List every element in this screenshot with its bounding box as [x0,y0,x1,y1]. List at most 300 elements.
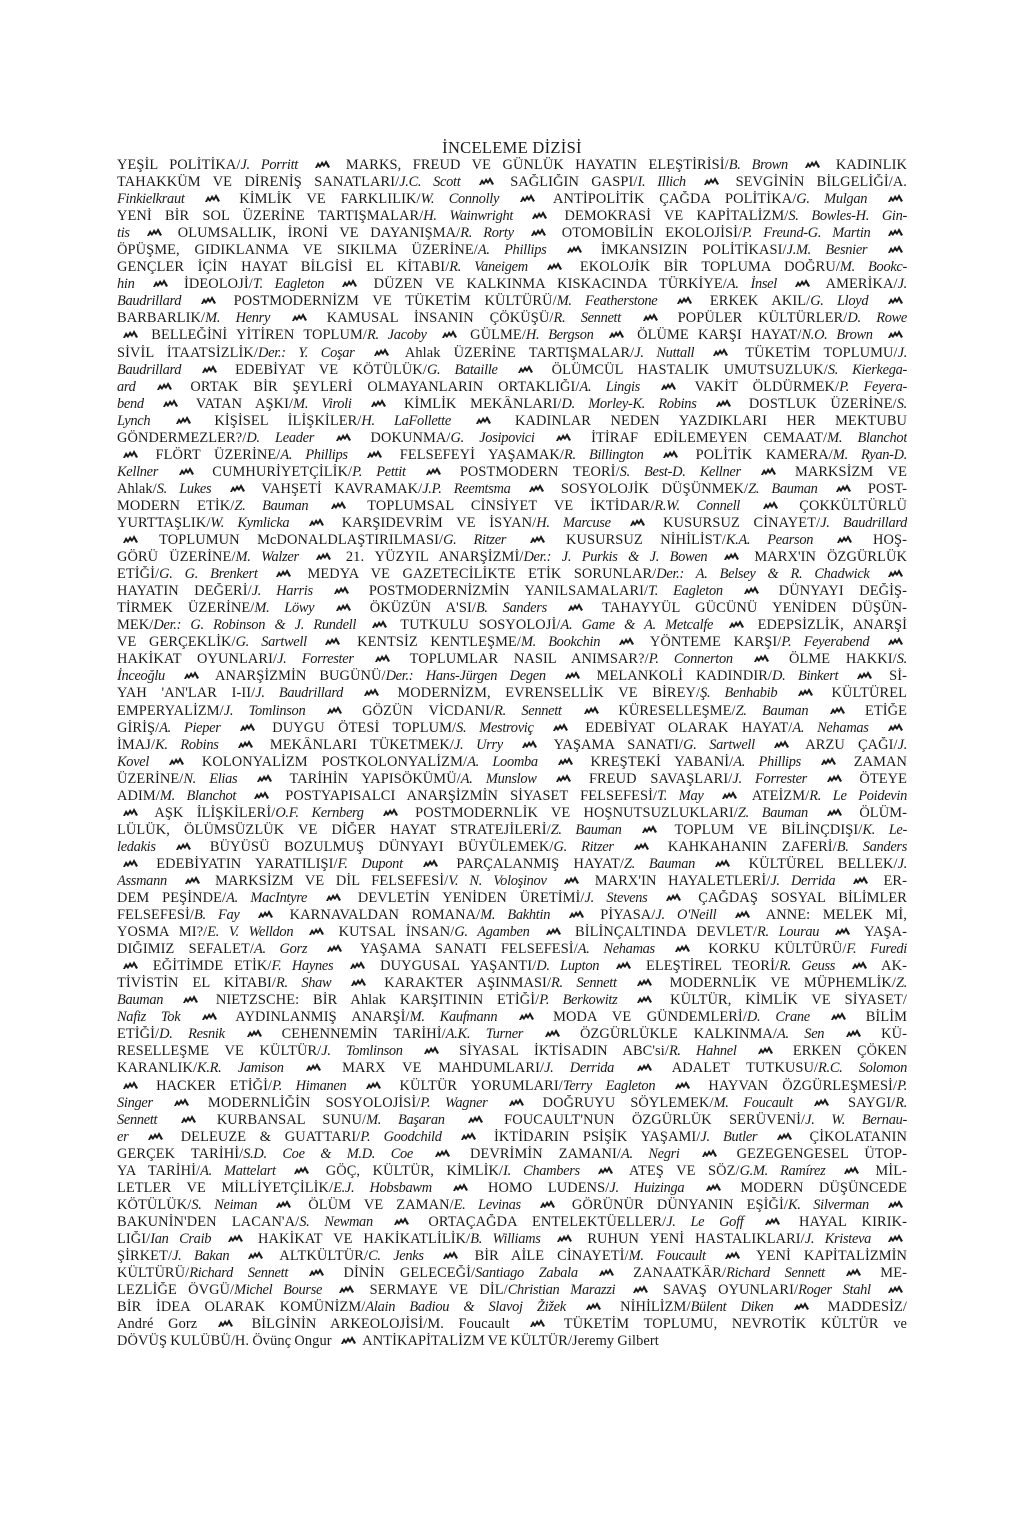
ornament-icon [175,841,192,851]
book-title [723,583,739,599]
ornament-icon [178,466,195,476]
ornament-icon [641,824,658,834]
book-title [755,737,768,753]
book-title [211,1231,222,1247]
author-name: R. Sennett [551,975,617,992]
ornament-icon [836,534,853,544]
author-name: G. G. Brenkert [159,566,258,583]
catalog-line [117,1231,907,1248]
ornament-icon [557,756,574,766]
catalog-line [117,890,907,907]
book-title [541,1231,552,1247]
book-title [305,703,321,719]
author-name: R. Sennett [553,310,621,327]
book-title [442,1129,456,1145]
book-title [153,1095,168,1111]
ornament-icon [721,790,738,800]
ornament-icon [162,398,179,408]
catalog-line [117,549,907,566]
ornament-icon [423,1045,440,1055]
author-name: S. Neiman [191,1196,258,1213]
catalog-line [117,310,907,327]
author-name: R. Le Poidevin [809,787,907,804]
book-title: AYDINLANMIŞ ANARŞİ/ [220,1009,410,1026]
author-name: Z. Bauman [550,821,622,838]
author-name: M. Foucault [628,1248,706,1264]
catalog-line [117,839,907,856]
author-name: J. Bakan [172,1248,230,1264]
book-title: PARÇALANMIŞ HAYAT/ [442,855,624,872]
book-title [523,1026,539,1042]
ornament-icon [314,159,331,169]
book-title: POST- [855,480,907,497]
author-name: M. Blanchot [827,429,907,446]
book-title: ÖLME HAKKI/ [773,651,897,668]
catalog-line [117,788,907,805]
author-name: G. Agamben [454,924,530,941]
book-title: DÜNYAYI DEĞİŞ- [763,583,907,600]
book-title: RESELLEŞME VE KÜLTÜR/ [117,1043,322,1060]
ornament-icon [147,1131,164,1141]
book-title: ÇAĞDAŞ SOSYAL BİLİMLER [685,890,907,907]
book-title [703,788,715,804]
book-title [869,720,882,736]
book-title: KUSURSUZ NİHİLİST/ [548,532,726,549]
ornament-icon [478,176,495,186]
book-title [611,515,625,531]
ornament-icon [674,1080,691,1090]
ornament-icon [753,653,770,663]
book-title: ORTAÇAĞDA ENTELEKTÜELLER/ [413,1213,667,1230]
catalog-line [117,345,907,362]
book-title [514,225,526,241]
book-title [293,924,303,940]
author-name: Alain Badiou & Slavoj Žižek [365,1299,566,1316]
book-title [818,481,831,497]
author-name: F. Dupont [337,855,403,872]
catalog-line [117,1112,907,1129]
book-title [346,1078,360,1094]
author-name: A. Negri [620,1145,680,1162]
book-title [373,1214,388,1230]
book-title [343,685,358,701]
author-name: R. [895,1094,907,1111]
author-name: M. Viroli [293,395,352,412]
book-title [695,856,709,872]
author-name: A. İnsel [726,276,777,293]
book-title: CUMHURİYETÇİLİK/ [197,463,353,480]
author-name: bend [117,395,144,412]
ornament-icon [728,619,745,629]
author-name: M. Löwy [254,600,315,617]
ornament-icon [845,1028,862,1038]
ornament-icon [518,1011,535,1021]
ornament-icon [308,517,325,527]
book-title: DUYGU ÖTESİ TOPLUM/ [258,719,457,736]
book-title: NİHİLİZM/ [605,1299,691,1316]
ornament-icon [629,517,646,527]
ornament-icon [762,500,779,510]
ornament-icon [325,892,342,902]
book-title [289,515,303,531]
book-title: ADIM/ [117,787,160,804]
book-title: HOMO LUDENS/ [472,1179,610,1196]
book-title [229,1248,242,1264]
book-title: GİRİŞ/ [117,719,160,736]
book-title [356,617,366,633]
author-name: K. Robins [155,736,219,753]
ornament-icon [724,1250,741,1260]
book-title [655,1078,669,1094]
author-name: T. May [657,787,704,804]
ornament-icon [826,807,843,817]
catalog-line [117,532,907,549]
ornament-icon [764,1216,781,1226]
book-title [538,754,552,770]
author-name: J. Butler [700,1128,758,1145]
book-title: DEVLETİN YENİDEN ÜRETİMİ/ [345,890,585,907]
author-name: Lynch [117,412,151,429]
author-name: Kellner [117,463,159,480]
book-title [288,1265,303,1281]
book-title [870,566,883,582]
author-name: D. Rowe [847,310,907,327]
book-title: ÖLÜMCÜL HASTALIK UMUTSUZLUK/ [537,361,828,378]
book-title: YURTTAŞLIK/ [117,514,211,531]
book-title [743,1214,758,1230]
book-title [130,225,142,241]
ornament-icon [467,1114,484,1124]
author-name: R.W. Connell [654,497,741,514]
book-title: ZANAATKÂR/ [617,1265,727,1282]
ornament-icon [256,773,273,783]
book-title [324,276,336,292]
author-name: F. Furedi [846,941,907,958]
author-name: G. Ritzer [443,532,507,549]
book-title [580,1163,593,1179]
author-name: M. Henry [205,310,271,327]
catalog-line [117,1095,907,1112]
author-name: G. Sartwell [235,634,307,651]
ornament-icon [676,295,693,305]
ornament-icon [608,329,625,339]
book-title: POSTMODERNİZMİN YANILSAMALARI/ [353,583,649,600]
book-title [869,1197,882,1213]
catalog-line [117,481,907,498]
ornament-icon [665,892,682,902]
ornament-icon [636,977,653,987]
ornament-icon [834,926,851,936]
ornament-icon [519,193,536,203]
book-title [333,958,344,974]
ornament-icon [517,364,534,374]
ornament-icon [371,619,388,629]
catalog-line [117,208,907,225]
book-title [237,771,251,787]
author-name: E. V. Welldon [207,924,294,941]
ornament-icon [122,858,139,868]
ornament-icon [887,722,904,732]
book-title: André Gorz [117,1316,212,1333]
author-name: P. Goodchild [360,1128,442,1145]
book-title [181,293,195,309]
book-title: ETİĞİ/ [117,566,160,583]
author-name: S. Mestroviç [456,719,534,736]
author-name: M. Bookc- [839,259,907,276]
ornament-icon [760,466,777,476]
author-name: J. Baudrillard [820,514,907,531]
author-name: R. Geuss [779,958,836,975]
book-title [276,1163,289,1179]
book-title [364,805,377,821]
book-title: ŞİRKET/ [117,1248,173,1264]
book-title: SAYGI/ [832,1094,896,1111]
author-name: M. Walzer [235,549,299,566]
author-name: H. Bergson [525,327,594,344]
author-name: S. [896,651,907,668]
ornament-icon [887,1233,904,1243]
author-name: Z. Bauman [735,702,809,719]
author-name: ledakis [117,838,156,855]
book-title [298,157,309,173]
book-title: TAHAKKÜM VE DİRENİŞ SANATLARI/ [117,174,400,191]
book-title: LETLER VE MİLLİYETÇİLİK/ [117,1179,334,1196]
ornament-icon [122,534,139,544]
book-title: KÜLTÜR, KİMLİK VE SİYASET/ [656,992,907,1009]
book-title: SİVİL İTAATSİZLİK/ [117,344,259,361]
ornament-icon [642,312,659,322]
ornament-icon [152,278,169,288]
book-title: OLUMSALLIK, İRONİ VE DAYANIŞMA/ [166,225,461,242]
book-title [547,600,562,616]
ornament-icon [180,1114,197,1124]
author-name: Richard Sennett [726,1265,825,1282]
author-name: A. Loomba [467,753,538,770]
author-name: İnceoğlu [117,668,165,685]
book-title [870,225,882,241]
book-title [825,1265,840,1281]
ornament-icon [324,636,341,646]
book-title: HAKİKAT OYUNLARI/ [117,651,278,668]
ornament-icon [308,1267,325,1277]
book-title: HAYVAN ÖZGÜRLEŞMESİ/ [694,1077,898,1094]
catalog-line [117,668,907,685]
book-title: EDEBİYAT OLARAK HAYAT/ [571,719,793,736]
book-title: DOKUNMA/ [354,429,451,446]
author-name: hin [117,276,135,293]
catalog-line [117,259,907,276]
author-name: J. Derrida [544,1060,615,1077]
book-title: ANARŞİZMİN BUGÜNÜ/ [202,668,386,685]
book-title [535,430,551,446]
author-name: R. Lourau [756,924,820,941]
book-title: KREŞTEKİ YABANİ/ [576,753,734,770]
ornament-icon [425,466,442,476]
book-title [497,1009,512,1025]
author-name: A.K. Turner [445,1026,524,1043]
author-name: P. Feyera- [839,378,907,395]
book-title [156,839,171,855]
author-name: I. Illich [637,174,686,191]
author-name: J. Le Goff [666,1213,744,1230]
book-title: ÇOKKÜLTÜRLÜ [782,497,907,514]
book-title: DELEUZE & GUATTARI/ [167,1128,361,1145]
book-title: İMAJ/ [117,736,156,753]
book-title [617,975,631,991]
catalog-line [117,617,907,634]
book-title: KORKU KÜLTÜRÜ/ [694,941,847,958]
ornament-icon [826,773,843,783]
catalog-line [117,362,907,379]
book-title: TÜKETİM TOPLUMU/ [732,344,898,361]
book-title: ERKEK AKIL/ [696,293,811,310]
book-title: ANTİPOLİTİK ÇAĞDA POLİTİKA/ [538,191,797,208]
author-name: G.M. Ramírez [739,1162,826,1179]
book-title: HAYATIN DEĞERİ/ [117,583,252,600]
book-title: MARKSİZM VE [780,463,907,480]
ornament-icon [705,1182,722,1192]
book-title: HOŞ- [855,532,907,549]
book-title: İTİRAF EDİLEMEYEN CEMAAT/ [575,429,828,446]
book-title [868,293,882,309]
catalog-line [117,634,907,651]
author-name: D. Resnik [159,1026,225,1043]
book-title: FOUCAULT'NUN ÖZGÜRLÜK SERÜVENİ/ [486,1111,806,1128]
book-title: GÖRÜ ÜZERİNE/ [117,549,236,566]
author-name: S. Kierkega- [827,361,907,378]
book-title: SEVGİNİN BİLGELİĞİ/ [723,174,893,191]
catalog-line [117,1333,907,1350]
author-name: M. Blanchot [159,787,237,804]
book-title: MADDESİZ/ [813,1299,907,1316]
author-name: J. Porritt [240,157,298,173]
author-name: C. Jenks [368,1248,424,1264]
ornament-icon [528,483,545,493]
author-name: Santiago Zabala [475,1265,578,1282]
author-name: J. Nuttall [634,344,695,361]
catalog-line [117,566,907,583]
catalog-line [117,515,907,532]
author-name: J.M. Besnier [786,242,868,259]
book-title [873,327,882,343]
book-title: ÖLÜME KARŞI HAYAT/ [627,327,802,344]
book-title: EKOLOJİK BİR TOPLUMA DOĞRU/ [566,259,840,276]
author-name: J. Stevens [584,890,648,907]
ornament-icon [452,1182,469,1192]
book-title: KÜRESELLEŞME/ [602,702,736,719]
book-title [546,242,561,258]
catalog-line [117,651,907,668]
author-name: R. Billington [564,446,644,463]
book-title: ÜZERİNE/ [117,770,184,787]
author-name: P. Berkowitz [539,992,618,1009]
ornament-icon [442,1250,459,1260]
ornament-icon [583,705,600,715]
ornament-icon [229,483,246,493]
book-title: KÜLTÜR YORUMLARI/ [385,1077,563,1094]
book-title: AŞK İLİŞKİLERİ/ [142,804,276,821]
author-name: P. Himanen [272,1077,347,1094]
book-title [594,327,603,343]
catalog-line [117,327,907,344]
book-title: KARNAVALDAN ROMANA/ [277,907,481,924]
author-name: J. [897,276,907,293]
book-title [299,549,310,565]
ornament-icon [253,790,270,800]
book-title [680,1146,696,1162]
book-title: ERKEN ÇÖKEN [777,1043,907,1060]
book-title [521,1197,534,1213]
book-title [307,634,320,650]
catalog-line [117,992,907,1009]
book-title: KÜLTÜRÜ/ [117,1265,190,1282]
author-name: P. Connerton [648,651,733,668]
book-title: AMERİKA/ [814,276,898,293]
ornament-icon [370,398,387,408]
ornament-icon [373,347,390,357]
book-title: MARX'IN HAYALETLERİ/ [583,872,771,889]
author-name: J. O'Neill [655,907,717,924]
catalog-line [117,1316,907,1333]
book-title: YAŞA- [854,924,907,941]
ornament-icon [555,773,572,783]
ornament-icon [887,636,904,646]
author-name: A. Munslow [460,770,537,787]
book-title: KUTSAL İNSAN/ [328,924,455,941]
book-title [432,1180,448,1196]
catalog-line [117,1009,907,1026]
author-name: Bauman [117,992,164,1009]
book-title [801,754,815,770]
author-name: A. Phillips [280,446,348,463]
book-title: 21. YÜZYIL ANARŞİZMİ/ [334,549,524,566]
book-title [733,651,749,667]
catalog-line [117,464,907,481]
book-title: MEDYA VE GAZETECİLİKTE ETİK SORUNLAR/ [295,566,657,583]
author-name: tis [117,225,130,242]
book-title [707,549,718,565]
author-name: K.R. Jamison [197,1060,284,1077]
ornament-icon [168,756,185,766]
book-title: ALTKÜLTÜR/ [267,1248,369,1264]
book-title: DIĞIMIZ SEFALET/ [117,941,254,958]
book-title: KÜ- [865,1026,907,1043]
author-name: P. Wagner [420,1094,488,1111]
book-title [706,1248,719,1264]
catalog-line [117,1026,907,1043]
author-name: Roger Stahl [798,1282,871,1299]
author-name: K. Silverman [788,1196,869,1213]
book-title: KAHKAHANIN ZAFERİ/ [653,838,837,855]
book-title: YAŞAMA SANATI FELSEFESİ/ [346,941,578,958]
book-title: SAVAŞ OYUNLARI/ [651,1282,799,1299]
author-name: Der.: Hans-Jürgen Degen [385,668,546,685]
book-title [546,668,559,684]
catalog-line [117,276,907,293]
book-title [460,174,472,190]
ornament-icon [441,329,458,339]
book-title [487,1095,502,1111]
author-name: R. Rorty [460,225,514,242]
book-title: TOPLUMUN McDONALDLAŞTIRILMASI/ [142,532,444,549]
author-name: D. Leader [246,429,315,446]
book-title [451,413,471,429]
ornament-icon [529,1318,546,1328]
author-name: B. Brown [728,157,788,173]
book-title: EDEBİYATIN YARATILIŞI/ [142,855,338,872]
book-title: NIETZSCHE: BİR Ahlak KARŞITININ ETİĞİ/ [202,992,540,1009]
ornament-icon [843,1165,860,1175]
